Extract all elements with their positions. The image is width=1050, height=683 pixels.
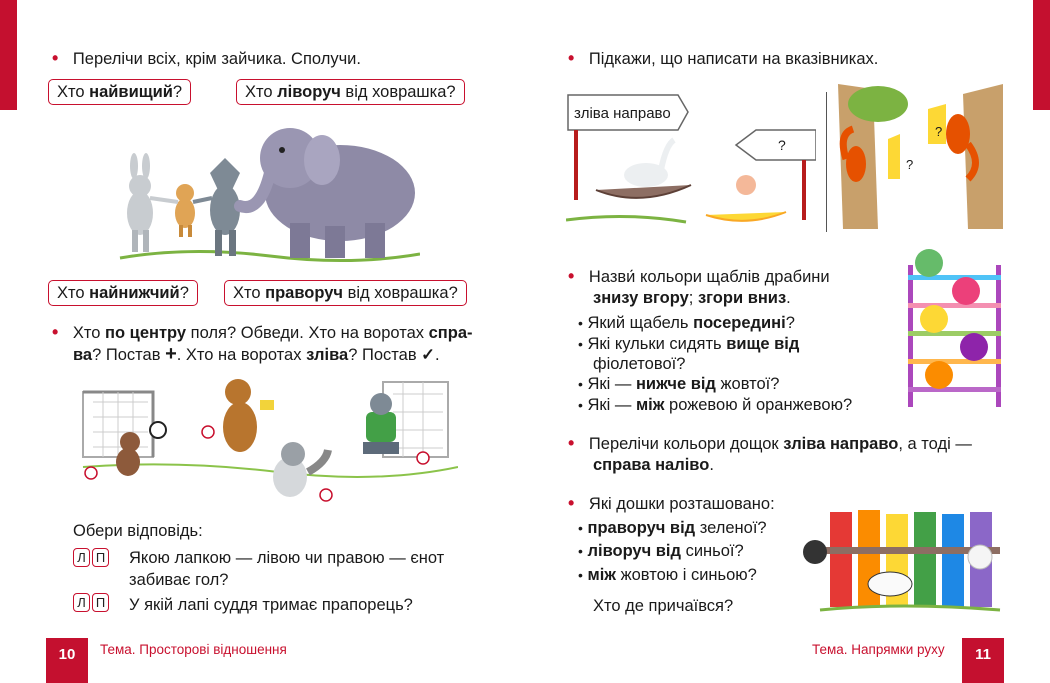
sub2-q-2: • ліворуч від синьої? [578,542,744,560]
green-ball [915,249,943,277]
elephant-figure [240,128,415,258]
sub-q-2: • Які кульки сидять вище від [578,335,800,353]
yellow-ball [920,305,948,333]
bullet: • [52,322,59,342]
squirrels-illustration [838,84,1003,232]
question-tallest: Хто найвищий? [48,79,191,105]
left-paw-choice[interactable]: Л [73,548,90,567]
wolf-figure [150,158,240,256]
left-page-tab [0,0,17,110]
answer-row-2 [73,593,111,612]
answer-circle [320,489,332,501]
sign-left-label: зліва направо [574,105,671,122]
question-left-of-gopher: Хто ліворуч від ховрашка? [236,79,465,105]
hide-question: Хто де причаївся? [593,597,734,615]
answer-text-2: У якій лапі суддя тримає прапорець? [129,596,413,614]
fence-illustration [800,492,1005,617]
question-lowest: Хто найнижчий? [48,280,198,306]
sub2-q-3: • між жовтою і синьою? [578,566,757,584]
sub2-q-1: • праворуч від зеленої? [578,519,767,537]
task-football: • Хто по центру поля? Обведи. Хто на воротах спра- [52,322,473,342]
task-football-line2: ва? Постав +. Хто на воротах зліва? Постав ✓. [73,343,440,365]
sub-q-3: • Які — нижче від жовтої? [578,375,780,393]
football-illustration [78,372,458,512]
choose-label: Обери відповідь: [73,522,203,540]
right-paw-choice[interactable]: П [92,593,109,612]
squirrel-question-1: ? [935,124,943,139]
ladder-illustration [904,245,1006,410]
answer-text-1b: забиває гол? [129,571,229,589]
wolf-goalkeeper [363,393,399,454]
sign-question: ? [778,137,786,153]
theme-left: Тема. Просторові відношення [100,642,287,657]
right-paw-choice[interactable]: П [92,548,109,567]
ball [150,422,166,438]
rabbit-figure [127,153,153,252]
theme-right: Тема. Напрямки руху [812,642,945,657]
purple-ball [960,333,988,361]
bullet: • [52,48,59,68]
page-number-right: 11 [962,638,1004,683]
answer-text-1: Якою лапкою — лівою чи правою — єнот [129,549,445,567]
left-paw-choice[interactable]: Л [73,593,90,612]
task-boards-line2: справа наліво. [593,456,714,474]
divider-line [826,92,827,232]
sub-q-1: • Який щабель посередині? [578,314,795,332]
task-text: Перелічи всіх, крім зайчика. Сполучи. [72,50,361,68]
sub-q-4: • Які — між рожевою й оранжевою? [578,396,853,414]
right-page-tab [1033,0,1050,110]
answer-row-1 [73,548,111,567]
task-ladder: • Назви́ кольори щаблів драбини [568,266,830,286]
sub-q-2b: фіолетової? [593,355,686,373]
pink-ball [952,277,980,305]
squirrel-question-2: ? [906,157,914,172]
bullet: • [568,48,575,68]
task-placement: • Які дошки розташовано: [568,493,775,513]
answer-circle [417,452,429,464]
question-right-of-gopher: Хто праворуч від ховрашка? [224,280,467,306]
answer-circle [85,467,97,479]
task-animals [52,47,361,70]
bear-referee [223,379,274,452]
page-number-left: 10 [46,638,88,683]
animals-illustration [110,118,420,268]
raccoon-figure [273,442,328,497]
answer-circle [202,426,214,438]
task-boards: • Перелічи кольори дощок зліва направо, а тоді — [568,433,972,453]
task-ladder-line2: знизу вгору; згори вниз. [593,289,791,307]
gopher-figure [175,184,195,237]
task-signposts: • Підкажи, що написати на вказівниках. [568,48,879,68]
left-goal [83,392,153,457]
monkey-figure [116,432,140,476]
orange-ball [925,361,953,389]
